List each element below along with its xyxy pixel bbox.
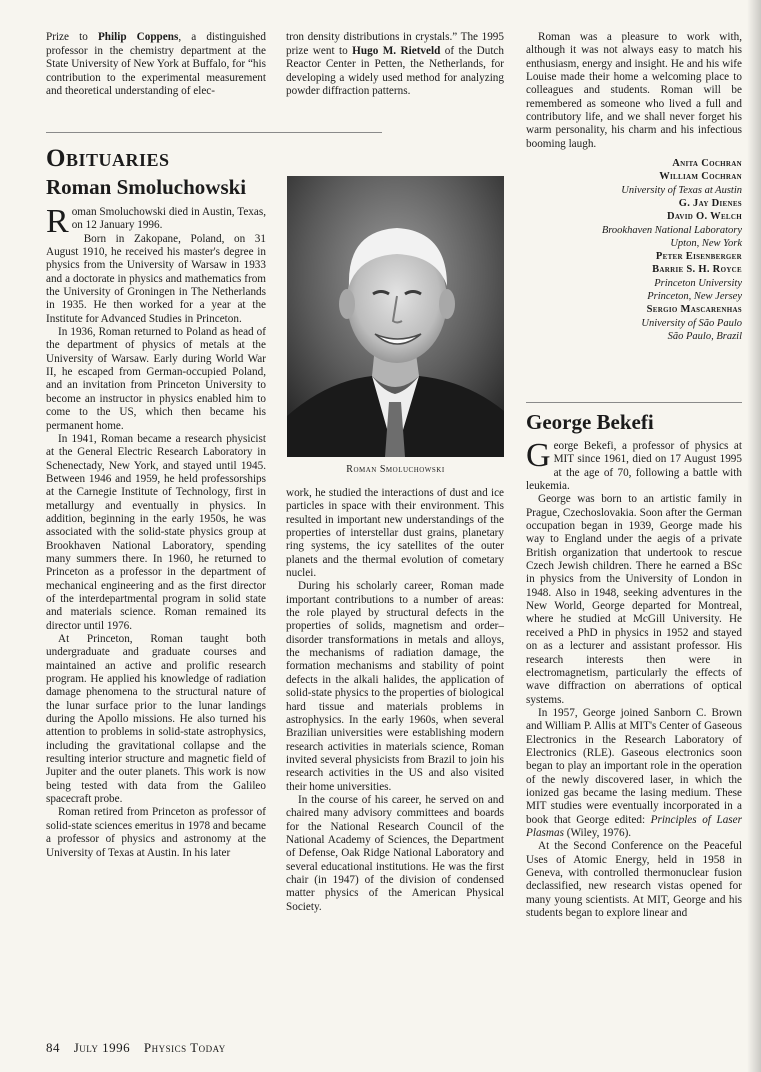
- dropcap-g: G: [526, 437, 551, 474]
- paragraph: At the Second Conference on the Peaceful Uses of Atomic Energy, held in 1958 in Geneva, with controlled thermonuclear fusion declassified, new research vistas opened for many young scientists. At MIT, George and his students began to explore linear and: [526, 840, 742, 920]
- smoluchowski-col2: [286, 487, 504, 914]
- prize-note-col2: tron density distributions in crystals.” The 1995 prize went to Hugo M. Rietveld of the Dutch Reactor Center in Petten, the Netherlands, for developing a widely used method for analyzing powder diffraction patterns.: [286, 31, 504, 97]
- prize-note-col1: Prize to Philip Coppens, a distinguished professor in the chemistry department at the State University of New York at Buffalo, for “his contribution to the experimental measurement and theoretical understanding of elec-: [46, 31, 266, 97]
- magazine-name: Physics Today: [143, 1040, 226, 1055]
- smoluchowski-col3: [526, 31, 742, 343]
- signatory-name: G. Jay Dienes: [678, 197, 742, 209]
- signatory-name: Sergio Mascarenhas: [646, 304, 742, 316]
- dropcap-r: R: [46, 203, 69, 240]
- signatory-affiliation: São Paulo, Brazil: [667, 330, 742, 342]
- signatory-name: David O. Welch: [667, 211, 742, 223]
- section-title: Obituaries: [46, 145, 170, 172]
- paragraph: In 1936, Roman returned to Poland as head of the department of physics of metals at the University of Warsaw. Early during World War II, he escaped from German-occupied Poland, and an invitation from Princeton University to become an instructor in physics enabled him to come to the US, which then became his permanent home.: [46, 326, 266, 432]
- paragraph: eorge Bekefi, a professor of physics at MIT since 1961, died on 17 August 1995 at the age of 70, following a battle with leukemia.: [526, 440, 742, 493]
- signatory-affiliation: Brookhaven National Laboratory: [601, 224, 742, 236]
- obituary-name-smoluchowski: Roman Smoluchowski: [46, 175, 247, 199]
- bekefi-divider: [526, 402, 742, 403]
- paragraph: In the course of his career, he served on and chaired many advisory committees and boards for the National Research Council of the National Academy of Sciences, the Department of Defense, Oak Ridge National Laboratory and several educational institutions. He was the first chair (in 1947) of the division of condensed matter physics of the American Physical Society.: [286, 793, 504, 913]
- portrait-illustration: [287, 176, 504, 457]
- book-title: Principles of Laser Plasmas: [526, 813, 742, 839]
- signatory-affiliation: University of Texas at Austin: [621, 184, 742, 196]
- signatory-name: William Cochran: [659, 171, 742, 183]
- issue-date: July 1996: [73, 1040, 131, 1055]
- portrait-photo: [287, 176, 504, 457]
- obituary-name-bekefi: George Bekefi: [526, 410, 654, 434]
- signature-block: [526, 157, 742, 343]
- paragraph: work, he studied the interactions of dust and ice particles in space with their environment. This resulted in important new understandings of the properties of interstellar dust grains, planetary ring systems, the icy satellites of the outer planets and the thermal evolution of cometary nuclei.: [286, 487, 504, 580]
- signatory-name: Barrie S. H. Royce: [652, 264, 742, 276]
- signatory-affiliation: Upton, New York: [670, 237, 742, 249]
- paragraph: At Princeton, Roman taught both undergraduate and graduate courses and maintained an active and prolific research program. He applied his knowledge of radiation damage phenomena to the structural nature of the lunar surface prior to the lunar landings during the Apollo missions. He also turned his attention to problems in solid-state astrophysics, including the gravitational collapse and the resulting interior structure and magnetic field of Jupiter and the outer planets. This work is now being tested with data from the Galileo spacecraft probe.: [46, 633, 266, 806]
- page-footer: [46, 1040, 236, 1056]
- paragraph: Born in Zakopane, Poland, on 31 August 1910, he received his master's degree in physics from the University of Warsaw in 1933 and a doctorate in physics and mathematics from the University of Groningen in The Netherlands in 1935. He then worked for a year at the Institute for Advanced Studies in Princeton.: [46, 232, 266, 325]
- signatory-name: Anita Cochran: [672, 158, 742, 170]
- paragraph: Roman was a pleasure to work with, although it was not always easy to match his enthusiasm, energy and insight. He and his wife Louise made their home a welcoming place to colleagues and students. Roman will be remembered as someone who lived a full and contributory life, and we shall never forget his warm personality, his charm and his infectious booming laugh.: [526, 31, 742, 150]
- page-edge-shadow: [747, 0, 761, 1072]
- photo-caption: Roman Smoluchowski: [346, 464, 445, 475]
- signatory-name: Peter Eisenberger: [655, 251, 742, 263]
- paragraph: During his scholarly career, Roman made important contributions to a number of areas: the role played by structural defects in the properties of solids, magnetism and order–disorder transformations in metals and alloys, the mechanisms of radiation damage, the formation mechanisms and stability of point defects in the alkali halides, the application of solid-state physics to the properties of biological hard tissue and materials problems in astrophysics. In the early 1960s, when several Brazilian universities were establishing modern research activities in materials science, Roman invited several physicists from Brazil to join his research activities in the US and also visited their home universities.: [286, 580, 504, 793]
- signatory-affiliation: Princeton University: [654, 277, 742, 289]
- smoluchowski-col1: [46, 175, 266, 860]
- paragraph: oman Smoluchowski died in Austin, Texas, on 12 January 1996.: [71, 206, 266, 232]
- bekefi-obituary: [526, 410, 742, 920]
- signatory-affiliation: University of São Paulo: [641, 317, 742, 329]
- page-number: 84: [46, 1040, 60, 1055]
- paragraph: Roman retired from Princeton as professor of solid-state sciences emeritus in 1978 and became a professor of physics and astronomy at the University of Texas at Austin. In his later: [46, 806, 266, 859]
- paragraph: George was born to an artistic family in Prague, Czechoslovakia. Soon after the German occupation began in 1939, George made his way to England under the aegis of a private British organization that undertook to rescue Czech Jewish children. There he earned a BSc in physics from the University of London in 1948. Also in 1948, seeking adventures in the New World, George departed for Montreal, where he studied at McGill University. He received a PhD in physics in 1952 and stayed on as a lecturer and assistant professor. His research interests then were in electromagnetism, particularly the effects of wave diffraction on aberrations of optical systems.: [526, 493, 742, 706]
- top-divider: [46, 132, 382, 133]
- signatory-affiliation: Princeton, New Jersey: [647, 291, 742, 303]
- paragraph: In 1941, Roman became a research physicist at the General Electric Research Laboratory in Schenectady, New York, and stayed until 1945. Between 1946 and 1959, he held professorships at the Carnegie Institute of Technology, first in metallurgy and eventually in physics. In addition, beginning in the early 1950s, he was associated with the solid-state physics group at Brookhaven National Laboratory, spending many summers there. In 1960, he returned to Princeton as a professor in the department of mechanical engineering and as the first director of the interdepartmental program in solid state and materials science. Roman remained its director until 1976.: [46, 432, 266, 632]
- paragraph: In 1957, George joined Sanborn C. Brown and William P. Allis at MIT's Center of Gaseous Electronics in the Research Laboratory of Electronics (RLE). Gaseous electronics soon began to play an important role in the operation of the newly discovered laser, in which the ionized gas became the lasing medium. These MIT studies were eventually incorporated in a book that George edited: Principles of Laser Plasmas (Wiley, 1976).: [526, 706, 742, 839]
